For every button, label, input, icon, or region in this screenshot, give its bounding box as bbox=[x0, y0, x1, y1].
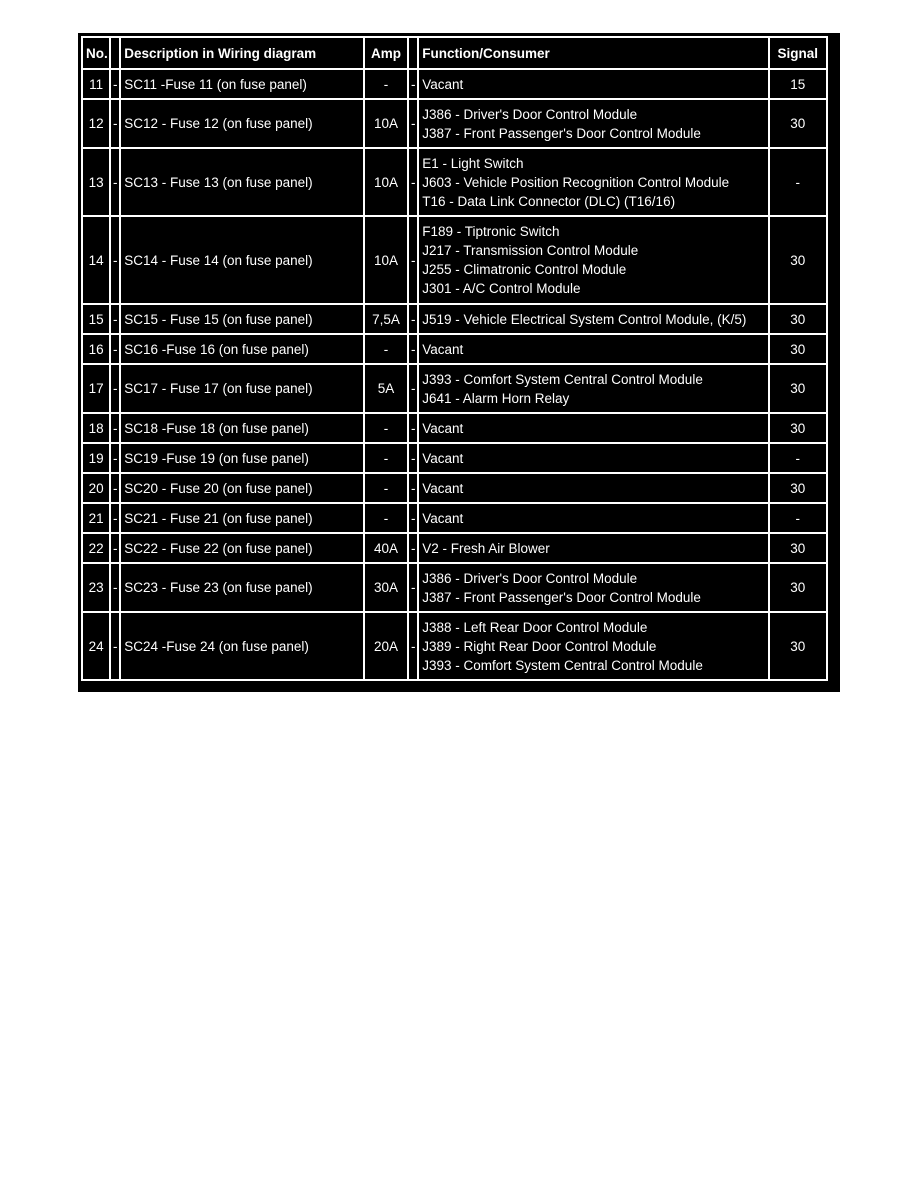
fuse-number: 13 bbox=[81, 149, 111, 217]
fuse-signal: 30 bbox=[770, 335, 828, 365]
table-row bbox=[81, 444, 828, 474]
fuse-description: SC13 - Fuse 13 (on fuse panel) bbox=[121, 149, 365, 217]
fuse-description: SC12 - Fuse 12 (on fuse panel) bbox=[121, 100, 365, 149]
fuse-signal: 30 bbox=[770, 564, 828, 613]
separator-dash: - bbox=[409, 564, 419, 613]
table-row bbox=[81, 70, 828, 100]
fuse-number: 20 bbox=[81, 474, 111, 504]
fuse-number: 24 bbox=[81, 613, 111, 681]
fuse-number: 21 bbox=[81, 504, 111, 534]
fuse-signal: - bbox=[770, 444, 828, 474]
consumer-line: J386 - Driver's Door Control Module bbox=[422, 570, 638, 586]
separator-dash: - bbox=[111, 504, 121, 534]
table-row bbox=[81, 100, 828, 149]
fuse-consumers bbox=[419, 365, 769, 414]
consumer-line: J387 - Front Passenger's Door Control Module bbox=[422, 125, 701, 141]
fuse-signal: - bbox=[770, 504, 828, 534]
fuse-description: SC16 -Fuse 16 (on fuse panel) bbox=[121, 335, 365, 365]
fuse-consumers bbox=[419, 534, 769, 564]
consumer-line: J388 - Left Rear Door Control Module bbox=[422, 619, 648, 635]
fuse-amperage: 5A bbox=[365, 365, 409, 414]
fuse-amperage: - bbox=[365, 504, 409, 534]
separator-dash: - bbox=[409, 613, 419, 681]
table-row bbox=[81, 414, 828, 444]
separator-dash: - bbox=[111, 217, 121, 305]
fuse-consumers bbox=[419, 100, 769, 149]
fuse-signal: 30 bbox=[770, 305, 828, 335]
consumer-line: T16 - Data Link Connector (DLC) (T16/16) bbox=[422, 193, 676, 209]
separator-dash: - bbox=[409, 335, 419, 365]
consumer-line: J393 - Comfort System Central Control Module bbox=[422, 371, 703, 387]
fuse-consumers bbox=[419, 564, 769, 613]
fuse-table-frame bbox=[78, 33, 840, 692]
header-no: No. bbox=[81, 36, 111, 70]
fuse-description: SC24 -Fuse 24 (on fuse panel) bbox=[121, 613, 365, 681]
header-row bbox=[81, 36, 828, 70]
consumer-line: Vacant bbox=[422, 510, 464, 526]
fuse-signal: 30 bbox=[770, 414, 828, 444]
consumer-line: Vacant bbox=[422, 420, 464, 436]
separator-dash: - bbox=[409, 365, 419, 414]
table-row bbox=[81, 365, 828, 414]
table-row bbox=[81, 504, 828, 534]
fuse-consumers bbox=[419, 444, 769, 474]
fuse-description: SC18 -Fuse 18 (on fuse panel) bbox=[121, 414, 365, 444]
consumer-line: J603 - Vehicle Position Recognition Control Module bbox=[422, 174, 730, 190]
header-signal: Signal bbox=[770, 36, 828, 70]
fuse-description: SC20 - Fuse 20 (on fuse panel) bbox=[121, 474, 365, 504]
separator-dash: - bbox=[409, 305, 419, 335]
fuse-description: SC23 - Fuse 23 (on fuse panel) bbox=[121, 564, 365, 613]
fuse-number: 17 bbox=[81, 365, 111, 414]
separator-dash: - bbox=[111, 100, 121, 149]
consumer-line: J389 - Right Rear Door Control Module bbox=[422, 638, 657, 654]
fuse-consumers bbox=[419, 217, 769, 305]
fuse-description: SC22 - Fuse 22 (on fuse panel) bbox=[121, 534, 365, 564]
fuse-amperage: 10A bbox=[365, 149, 409, 217]
consumer-line: J301 - A/C Control Module bbox=[422, 281, 581, 296]
fuse-signal: 30 bbox=[770, 474, 828, 504]
consumer-line: J641 - Alarm Horn Relay bbox=[422, 390, 570, 406]
table-row bbox=[81, 534, 828, 564]
fuse-consumers bbox=[419, 474, 769, 504]
separator-dash: - bbox=[409, 534, 419, 564]
consumer-line: Vacant bbox=[422, 76, 464, 92]
table-row bbox=[81, 474, 828, 504]
header-spacer bbox=[409, 36, 419, 70]
separator-dash: - bbox=[111, 444, 121, 474]
separator-dash: - bbox=[409, 474, 419, 504]
consumer-line: J255 - Climatronic Control Module bbox=[422, 262, 627, 277]
consumer-line: F189 - Tiptronic Switch bbox=[422, 224, 560, 239]
fuse-signal: 30 bbox=[770, 613, 828, 681]
separator-dash: - bbox=[111, 564, 121, 613]
fuse-table bbox=[81, 36, 828, 681]
table-row bbox=[81, 564, 828, 613]
fuse-signal: - bbox=[770, 149, 828, 217]
fuse-amperage: 10A bbox=[365, 100, 409, 149]
fuse-rows bbox=[81, 70, 828, 681]
separator-dash: - bbox=[111, 365, 121, 414]
separator-dash: - bbox=[111, 149, 121, 217]
consumer-line: J393 - Comfort System Central Control Module bbox=[422, 657, 703, 673]
fuse-description: SC15 - Fuse 15 (on fuse panel) bbox=[121, 305, 365, 335]
consumer-line: J387 - Front Passenger's Door Control Module bbox=[422, 589, 701, 605]
fuse-consumers bbox=[419, 70, 769, 100]
separator-dash: - bbox=[111, 305, 121, 335]
fuse-description: SC11 -Fuse 11 (on fuse panel) bbox=[121, 70, 365, 100]
fuse-number: 11 bbox=[81, 70, 111, 100]
consumer-line: Vacant bbox=[422, 341, 464, 357]
separator-dash: - bbox=[111, 414, 121, 444]
fuse-signal: 30 bbox=[770, 217, 828, 305]
fuse-description: SC14 - Fuse 14 (on fuse panel) bbox=[121, 217, 365, 305]
separator-dash: - bbox=[409, 444, 419, 474]
fuse-consumers bbox=[419, 149, 769, 217]
table-row bbox=[81, 613, 828, 681]
fuse-number: 23 bbox=[81, 564, 111, 613]
separator-dash: - bbox=[409, 70, 419, 100]
table-row bbox=[81, 149, 828, 217]
fuse-consumers bbox=[419, 335, 769, 365]
fuse-number: 22 bbox=[81, 534, 111, 564]
separator-dash: - bbox=[409, 100, 419, 149]
fuse-amperage: 20A bbox=[365, 613, 409, 681]
header-amp: Amp bbox=[365, 36, 409, 70]
separator-dash: - bbox=[111, 70, 121, 100]
consumer-line: V2 - Fresh Air Blower bbox=[422, 540, 550, 556]
header-function: Function/Consumer bbox=[419, 36, 769, 70]
fuse-number: 12 bbox=[81, 100, 111, 149]
fuse-number: 16 bbox=[81, 335, 111, 365]
separator-dash: - bbox=[409, 217, 419, 305]
fuse-signal: 30 bbox=[770, 365, 828, 414]
fuse-amperage: - bbox=[365, 414, 409, 444]
consumer-line: Vacant bbox=[422, 480, 464, 496]
table-row bbox=[81, 305, 828, 335]
fuse-amperage: 10A bbox=[365, 217, 409, 305]
fuse-consumers bbox=[419, 414, 769, 444]
separator-dash: - bbox=[111, 613, 121, 681]
table-row bbox=[81, 335, 828, 365]
separator-dash: - bbox=[409, 414, 419, 444]
consumer-line: J386 - Driver's Door Control Module bbox=[422, 106, 638, 122]
consumer-line: E1 - Light Switch bbox=[422, 155, 524, 171]
separator-dash: - bbox=[111, 534, 121, 564]
fuse-number: 18 bbox=[81, 414, 111, 444]
fuse-amperage: 7,5A bbox=[365, 305, 409, 335]
separator-dash: - bbox=[409, 149, 419, 217]
fuse-consumers bbox=[419, 305, 769, 335]
fuse-amperage: 40A bbox=[365, 534, 409, 564]
header-description: Description in Wiring diagram bbox=[121, 36, 365, 70]
separator-dash: - bbox=[111, 474, 121, 504]
fuse-description: SC21 - Fuse 21 (on fuse panel) bbox=[121, 504, 365, 534]
fuse-consumers bbox=[419, 613, 769, 681]
fuse-amperage: - bbox=[365, 474, 409, 504]
fuse-description: SC19 -Fuse 19 (on fuse panel) bbox=[121, 444, 365, 474]
separator-dash: - bbox=[409, 504, 419, 534]
table-row bbox=[81, 217, 828, 305]
fuse-number: 19 bbox=[81, 444, 111, 474]
fuse-amperage: - bbox=[365, 444, 409, 474]
fuse-number: 15 bbox=[81, 305, 111, 335]
header-spacer bbox=[111, 36, 121, 70]
fuse-amperage: 30A bbox=[365, 564, 409, 613]
separator-dash: - bbox=[111, 335, 121, 365]
fuse-amperage: - bbox=[365, 70, 409, 100]
consumer-line: J217 - Transmission Control Module bbox=[422, 243, 639, 258]
fuse-description: SC17 - Fuse 17 (on fuse panel) bbox=[121, 365, 365, 414]
fuse-signal: 15 bbox=[770, 70, 828, 100]
fuse-consumers bbox=[419, 504, 769, 534]
fuse-signal: 30 bbox=[770, 100, 828, 149]
consumer-line: J519 - Vehicle Electrical System Control Module, (K/5) bbox=[422, 311, 747, 327]
consumer-line: Vacant bbox=[422, 450, 464, 466]
fuse-number: 14 bbox=[81, 217, 111, 305]
fuse-amperage: - bbox=[365, 335, 409, 365]
fuse-signal: 30 bbox=[770, 534, 828, 564]
